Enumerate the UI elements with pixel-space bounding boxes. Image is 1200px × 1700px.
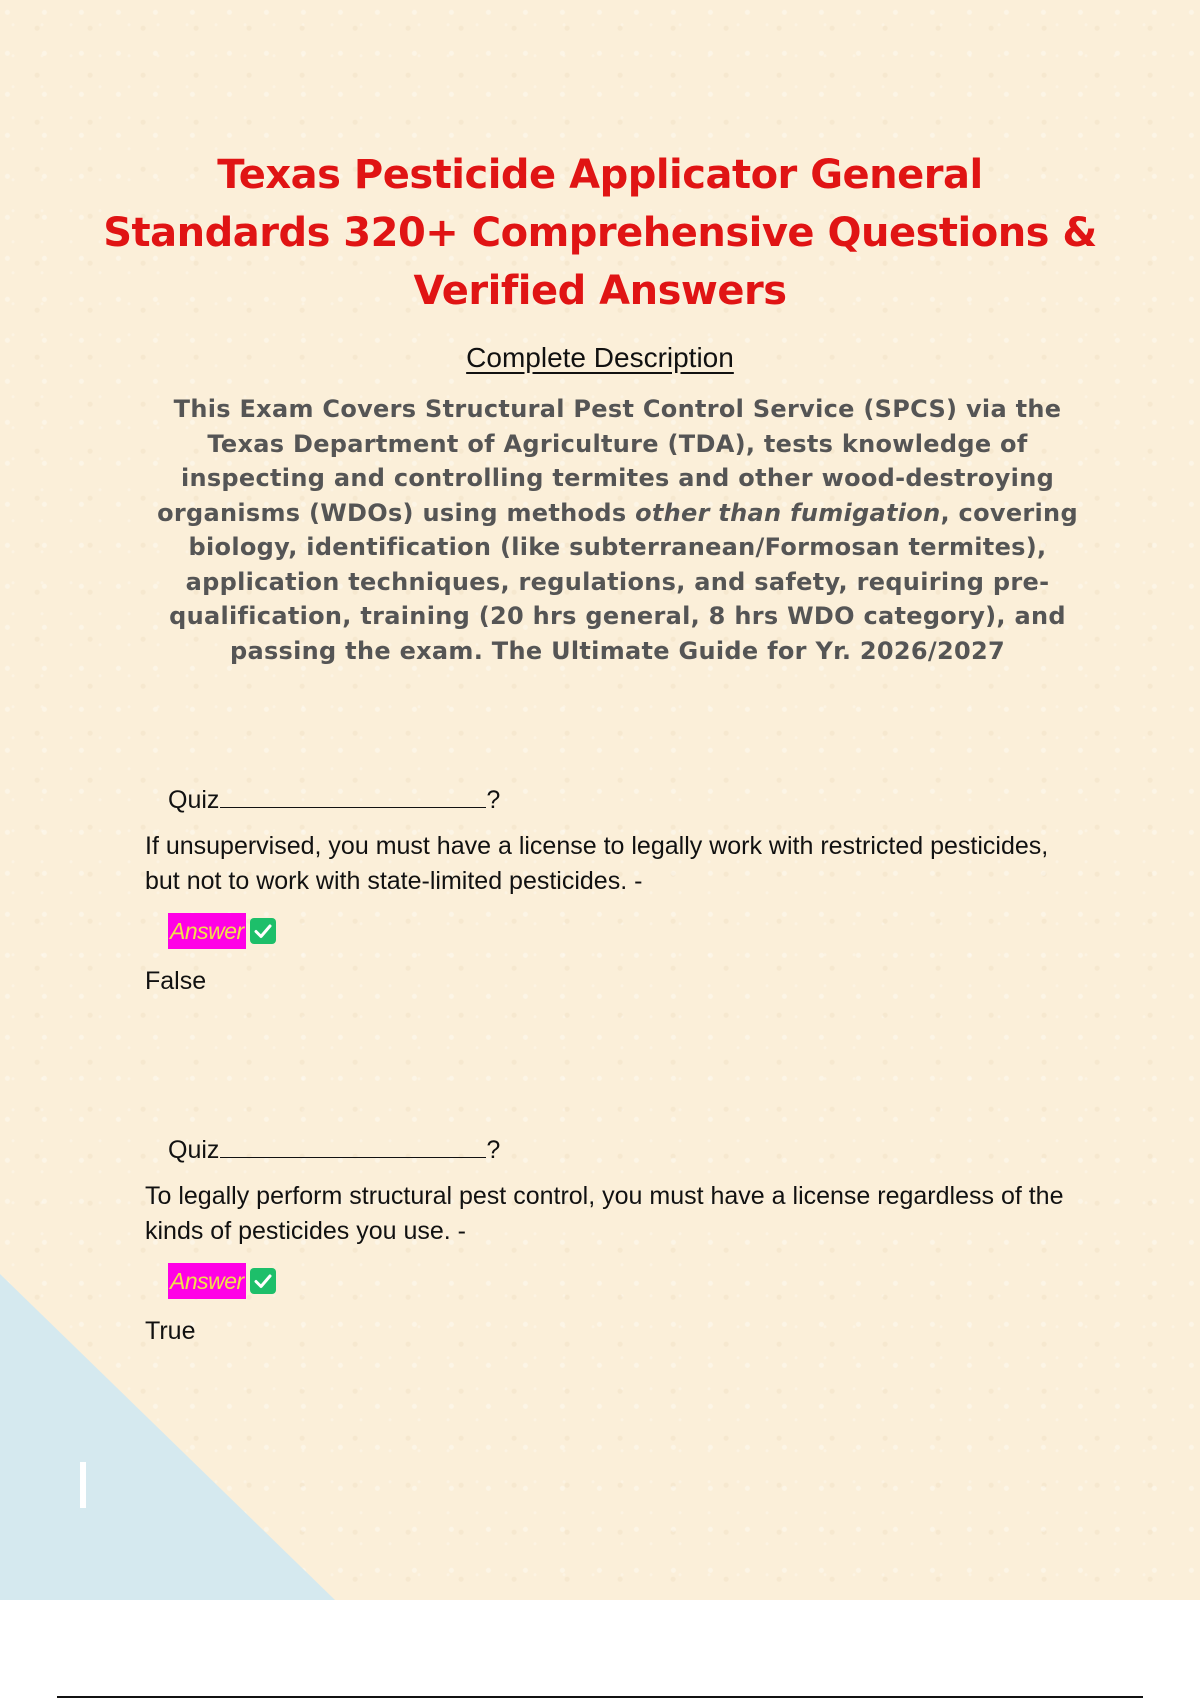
quiz-answer: True <box>145 1317 196 1345</box>
description-part-2: , covering biology, identification (like subterranean/Formosan termites), application techniques, regulations, and safety, requiring pre-qualification, training (20 hrs general, 8 hrs WDO category), and passing the exam. The Ultimate Guide for Yr. 2026/2027 <box>169 498 1078 665</box>
check-mark-button-icon <box>249 917 277 945</box>
answer-row <box>168 913 277 949</box>
answer-row <box>168 1263 277 1299</box>
answer-tag: Answer <box>168 913 246 949</box>
quiz-item <box>0 781 1200 1081</box>
description-part-1: This Exam Covers Structural Pest Control Service (SPCS) via the Texas Department of Agriculture (TDA), tests knowledge of inspecting and controlling termites and other wood-destroying organisms (WDOs) using methods <box>157 395 1062 527</box>
quiz-label-text: Quiz <box>168 1136 220 1164</box>
quiz-blank-suffix: ? <box>486 1136 501 1164</box>
description-emphasis: other than fumigation <box>635 498 941 527</box>
document-title: Texas Pesticide Applicator General Standards 320+ Comprehensive Questions & Verified Answers <box>103 152 1097 314</box>
quiz-blank-suffix: ? <box>486 786 501 814</box>
quiz-label <box>168 781 500 817</box>
answer-tag: Answer <box>168 1263 246 1299</box>
quiz-item <box>0 1131 1200 1431</box>
footer-rule <box>57 1696 1143 1698</box>
description-text <box>140 392 1095 668</box>
check-mark-button-icon <box>249 1267 277 1295</box>
quiz-label <box>168 1131 500 1167</box>
quiz-blank-line <box>220 1131 486 1158</box>
quiz-answer: False <box>145 967 207 995</box>
page-marker <box>80 1462 86 1508</box>
quiz-label-text: Quiz <box>168 786 220 814</box>
description-heading: Complete Description <box>466 342 734 373</box>
quiz-question: To legally perform structural pest control, you must have a license regardless of the kinds of pesticides you use. - <box>145 1182 1064 1245</box>
quiz-blank-line <box>220 781 486 808</box>
quiz-question: If unsupervised, you must have a license to legally work with restricted pesticides, but not to work with state-limited pesticides. - <box>145 832 1049 895</box>
